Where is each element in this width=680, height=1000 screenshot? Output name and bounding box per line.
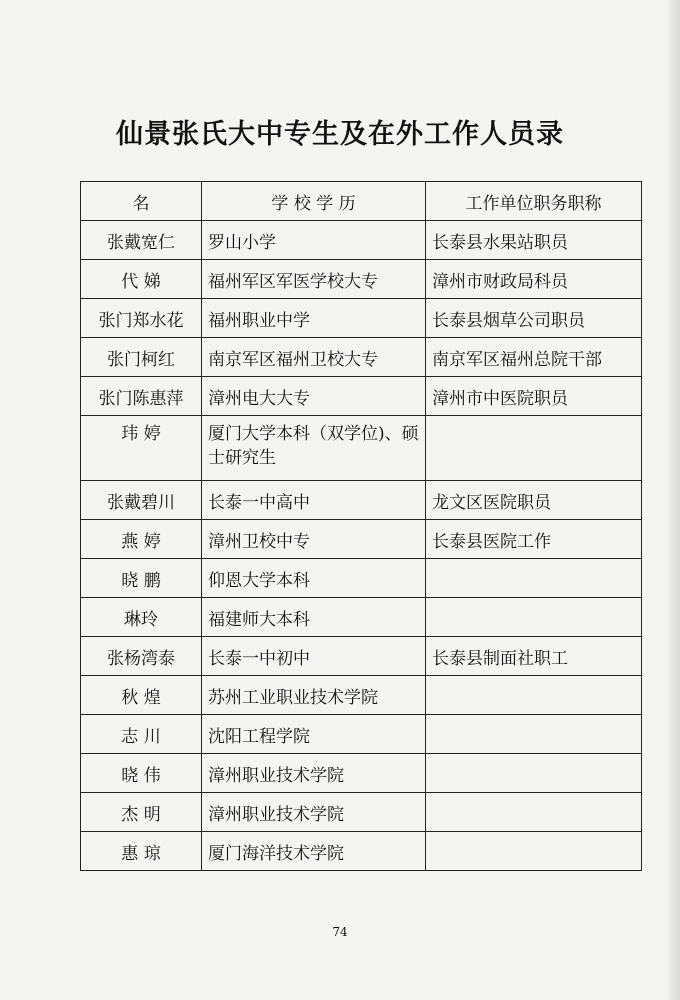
cell-work: 长泰县制面社职工: [426, 637, 642, 676]
cell-name: 张杨湾泰: [81, 637, 202, 676]
cell-work: [426, 715, 642, 754]
table-row: [81, 676, 642, 715]
cell-school: 漳州职业技术学院: [202, 754, 426, 793]
cell-name: 晓 伟: [81, 754, 202, 793]
table-row: [81, 793, 642, 832]
header-name: 名: [81, 182, 202, 221]
cell-work: 漳州市中医院职员: [426, 377, 642, 416]
table-row: [81, 520, 642, 559]
page-number: 74: [332, 925, 348, 939]
roster-table: [80, 181, 642, 871]
cell-school: 厦门海洋技术学院: [202, 832, 426, 871]
table-row: [81, 481, 642, 520]
table-row: [81, 559, 642, 598]
cell-name: 代 娣: [81, 260, 202, 299]
cell-school: 仰恩大学本科: [202, 559, 426, 598]
cell-work: [426, 598, 642, 637]
cell-school: 漳州卫校中专: [202, 520, 426, 559]
cell-school: 罗山小学: [202, 221, 426, 260]
page-title: 仙景张氏大中专生及在外工作人员录: [116, 119, 564, 150]
cell-name: 晓 鹏: [81, 559, 202, 598]
header-work: 工作单位职务职称: [426, 182, 642, 221]
table-row: [81, 221, 642, 260]
cell-work: [426, 676, 642, 715]
cell-work: 南京军区福州总院干部: [426, 338, 642, 377]
cell-name: 张戴碧川: [81, 481, 202, 520]
cell-work: 长泰县烟草公司职员: [426, 299, 642, 338]
cell-name: 张门陈惠萍: [81, 377, 202, 416]
cell-school: 南京军区福州卫校大专: [202, 338, 426, 377]
cell-work: 漳州市财政局科员: [426, 260, 642, 299]
cell-school: 福州职业中学: [202, 299, 426, 338]
cell-name: 杰 明: [81, 793, 202, 832]
table-row: [81, 338, 642, 377]
table-row: [81, 754, 642, 793]
cell-school: 长泰一中高中: [202, 481, 426, 520]
cell-work: [426, 559, 642, 598]
cell-work: [426, 754, 642, 793]
cell-school: 福建师大本科: [202, 598, 426, 637]
cell-name: 琳玲: [81, 598, 202, 637]
cell-school: 厦门大学本科（双学位)、硕士研究生: [202, 416, 426, 481]
table-row: [81, 598, 642, 637]
cell-name: 张门郑水花: [81, 299, 202, 338]
cell-work: [426, 832, 642, 871]
cell-name: 张门柯红: [81, 338, 202, 377]
cell-school: 苏州工业职业技术学院: [202, 676, 426, 715]
cell-name: 秋 煌: [81, 676, 202, 715]
table-row: [81, 832, 642, 871]
header-school: 学 校 学 历: [202, 182, 426, 221]
cell-name: 志 川: [81, 715, 202, 754]
table-row: [81, 260, 642, 299]
cell-school: 漳州电大大专: [202, 377, 426, 416]
cell-name: 燕 婷: [81, 520, 202, 559]
cell-work: [426, 416, 642, 481]
table-row: [81, 715, 642, 754]
table-row: [81, 299, 642, 338]
cell-school: 漳州职业技术学院: [202, 793, 426, 832]
table-row: [81, 416, 642, 481]
cell-school: 沈阳工程学院: [202, 715, 426, 754]
cell-name: 惠 琼: [81, 832, 202, 871]
cell-name: 张戴宽仁: [81, 221, 202, 260]
cell-work: 长泰县医院工作: [426, 520, 642, 559]
cell-school: 福州军区军医学校大专: [202, 260, 426, 299]
cell-name: 玮 婷: [81, 416, 202, 481]
table-row: [81, 377, 642, 416]
table-row: [81, 637, 642, 676]
cell-work: 长泰县水果站职员: [426, 221, 642, 260]
cell-work: [426, 793, 642, 832]
table-header-row: [81, 182, 642, 221]
cell-work: 龙文区医院职员: [426, 481, 642, 520]
cell-school: 长泰一中初中: [202, 637, 426, 676]
